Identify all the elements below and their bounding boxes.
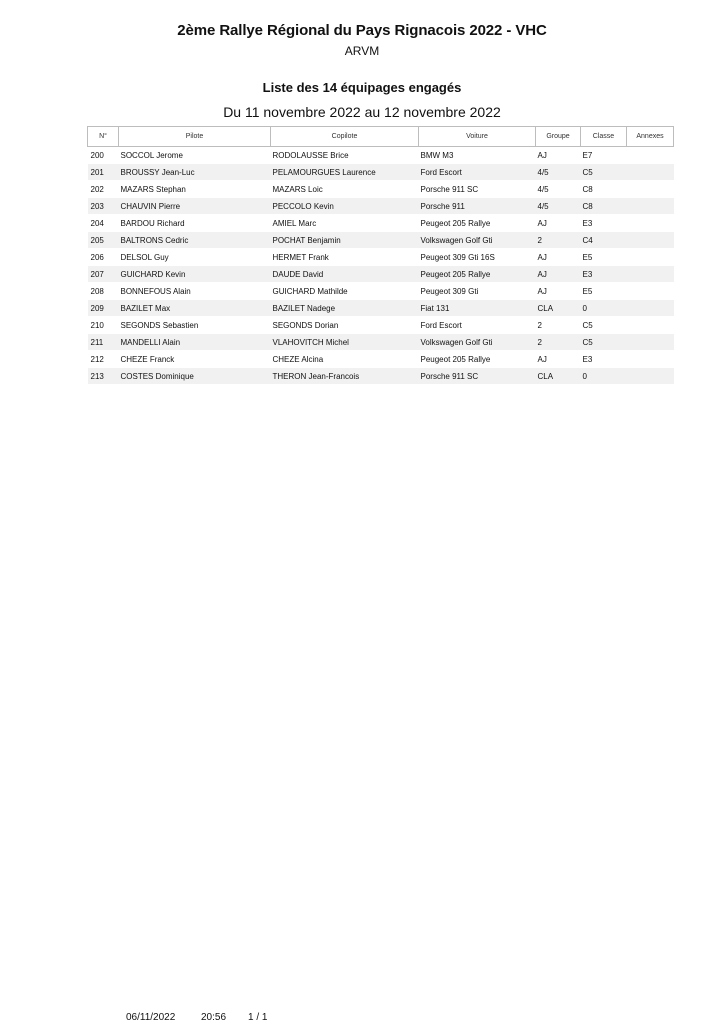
organizer-name: ARVM [344,44,380,58]
cell-classe: 0 [581,368,627,385]
cell-num: 210 [88,317,119,334]
entries-table [87,126,674,385]
cell-classe: E3 [581,266,627,283]
cell-annexes [627,300,674,317]
entries-table-body [88,147,674,385]
cell-pilote: MANDELLI Alain [119,334,271,351]
table-row [88,300,674,317]
cell-annexes [627,215,674,232]
table-header-row [88,127,674,147]
cell-pilote: GUICHARD Kevin [119,266,271,283]
cell-num: 212 [88,351,119,368]
cell-copilote: POCHAT Benjamin [271,232,419,249]
page-number: 1 / 1 [248,1012,268,1023]
table-row [88,198,674,215]
cell-groupe: AJ [536,249,581,266]
cell-groupe: AJ [536,215,581,232]
cell-voiture: Peugeot 309 Gti [419,283,536,300]
cell-groupe: CLA [536,300,581,317]
print-date: 06/11/2022 [126,1012,176,1023]
cell-classe: E5 [581,249,627,266]
cell-copilote: GUICHARD Mathilde [271,283,419,300]
cell-copilote: MAZARS Loic [271,181,419,198]
table-row [88,266,674,283]
table-row [88,351,674,368]
cell-annexes [627,147,674,164]
column-header-annexes: Annexes [627,127,674,147]
cell-annexes [627,198,674,215]
cell-groupe: AJ [536,266,581,283]
cell-groupe: AJ [536,351,581,368]
cell-voiture: Ford Escort [419,317,536,334]
cell-annexes [627,334,674,351]
document-title: 2ème Rallye Régional du Pays Rignacois 2022 - VHC [177,22,547,39]
cell-classe: C5 [581,334,627,351]
cell-num: 209 [88,300,119,317]
cell-copilote: BAZILET Nadege [271,300,419,317]
table-row [88,232,674,249]
cell-annexes [627,249,674,266]
cell-groupe: 4/5 [536,198,581,215]
cell-num: 213 [88,368,119,385]
column-header-copilote: Copilote [271,127,419,147]
cell-pilote: SOCCOL Jerome [119,147,271,164]
cell-annexes [627,283,674,300]
table-row [88,283,674,300]
cell-voiture: Peugeot 205 Rallye [419,266,536,283]
cell-annexes [627,164,674,181]
cell-groupe: AJ [536,283,581,300]
cell-groupe: AJ [536,147,581,164]
cell-annexes [627,351,674,368]
cell-num: 204 [88,215,119,232]
cell-groupe: CLA [536,368,581,385]
cell-annexes [627,317,674,334]
cell-voiture: Porsche 911 SC [419,181,536,198]
cell-annexes [627,368,674,385]
table-row [88,249,674,266]
cell-copilote: VLAHOVITCH Michel [271,334,419,351]
cell-pilote: BAZILET Max [119,300,271,317]
cell-num: 211 [88,334,119,351]
cell-copilote: PECCOLO Kevin [271,198,419,215]
cell-classe: C8 [581,181,627,198]
cell-num: 207 [88,266,119,283]
cell-copilote: AMIEL Marc [271,215,419,232]
column-header-voiture: Voiture [419,127,536,147]
cell-classe: 0 [581,300,627,317]
cell-voiture: Volkswagen Golf Gti [419,334,536,351]
cell-copilote: CHEZE Alcina [271,351,419,368]
print-time: 20:56 [201,1012,227,1023]
cell-annexes [627,181,674,198]
cell-voiture: Volkswagen Golf Gti [419,232,536,249]
cell-pilote: SEGONDS Sebastien [119,317,271,334]
cell-num: 205 [88,232,119,249]
cell-classe: C5 [581,317,627,334]
cell-num: 206 [88,249,119,266]
cell-voiture: Porsche 911 [419,198,536,215]
cell-voiture: Peugeot 309 Gti 16S [419,249,536,266]
cell-classe: E3 [581,215,627,232]
cell-groupe: 4/5 [536,164,581,181]
column-header-num: N° [88,127,119,147]
cell-voiture: Peugeot 205 Rallye [419,351,536,368]
cell-copilote: SEGONDS Dorian [271,317,419,334]
table-row [88,317,674,334]
column-header-groupe: Groupe [536,127,581,147]
cell-pilote: DELSOL Guy [119,249,271,266]
list-title: Liste des 14 équipages engagés [262,80,462,95]
cell-classe: C4 [581,232,627,249]
event-date-range: Du 11 novembre 2022 au 12 novembre 2022 [223,104,501,120]
table-row [88,147,674,164]
cell-pilote: CHAUVIN Pierre [119,198,271,215]
table-row [88,164,674,181]
cell-num: 208 [88,283,119,300]
column-header-classe: Classe [581,127,627,147]
cell-classe: E3 [581,351,627,368]
cell-groupe: 2 [536,334,581,351]
cell-num: 201 [88,164,119,181]
cell-pilote: BARDOU Richard [119,215,271,232]
cell-copilote: HERMET Frank [271,249,419,266]
table-row [88,215,674,232]
cell-voiture: Fiat 131 [419,300,536,317]
cell-voiture: Ford Escort [419,164,536,181]
cell-voiture: Porsche 911 SC [419,368,536,385]
cell-copilote: DAUDE David [271,266,419,283]
cell-classe: C8 [581,198,627,215]
cell-pilote: BONNEFOUS Alain [119,283,271,300]
cell-pilote: COSTES Dominique [119,368,271,385]
cell-copilote: PELAMOURGUES Laurence [271,164,419,181]
cell-pilote: BROUSSY Jean-Luc [119,164,271,181]
table-row [88,181,674,198]
cell-classe: E7 [581,147,627,164]
cell-voiture: Peugeot 205 Rallye [419,215,536,232]
cell-groupe: 2 [536,232,581,249]
table-row [88,334,674,351]
column-header-pilote: Pilote [119,127,271,147]
cell-annexes [627,232,674,249]
table-row [88,368,674,385]
cell-groupe: 2 [536,317,581,334]
cell-num: 202 [88,181,119,198]
cell-classe: E5 [581,283,627,300]
cell-classe: C5 [581,164,627,181]
cell-pilote: CHEZE Franck [119,351,271,368]
cell-voiture: BMW M3 [419,147,536,164]
cell-pilote: BALTRONS Cedric [119,232,271,249]
cell-pilote: MAZARS Stephan [119,181,271,198]
cell-num: 203 [88,198,119,215]
cell-copilote: THERON Jean-Francois [271,368,419,385]
cell-groupe: 4/5 [536,181,581,198]
cell-num: 200 [88,147,119,164]
cell-copilote: RODOLAUSSE Brice [271,147,419,164]
cell-annexes [627,266,674,283]
